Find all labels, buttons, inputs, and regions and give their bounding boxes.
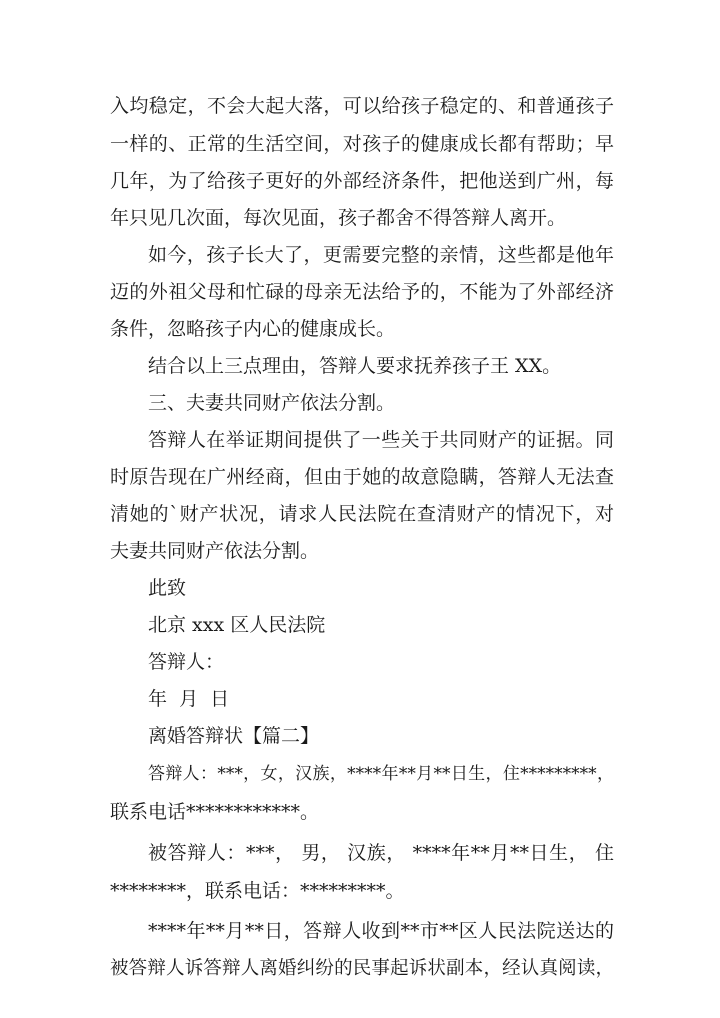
paragraph-line: 迈的外祖父母和忙碌的母亲无法给予的，不能为了外部经济: [110, 281, 614, 303]
paragraph-line: 时原告现在广州经商，但由于她的故意隐瞒，答辩人无法查: [110, 466, 614, 488]
paragraph-line: 答辩人：***，女，汉族，****年**月**日生，住*********，: [148, 764, 614, 784]
court-name: 北京 xxx 区人民法院: [148, 614, 326, 636]
paragraph-line: 一样的、正常的生活空间，对孩子的健康成长都有帮助；早: [110, 133, 614, 155]
section-heading: 三、夫妻共同财产依法分割。: [148, 392, 396, 414]
article-title: 离婚答辩状【篇二】: [148, 725, 320, 747]
paragraph-line: 夫妻共同财产依法分割。: [110, 540, 320, 562]
signature-label: 答辩人：: [148, 651, 225, 673]
paragraph-line: 年只见几次面，每次见面，孩子都舍不得答辩人离开。: [110, 207, 567, 229]
paragraph-line: 被答辩人诉答辩人离婚纠纷的民事起诉状副本，经认真阅读，: [110, 958, 614, 979]
paragraph-line: 如今，孩子长大了，更需要完整的亲情，这些都是他年: [148, 244, 614, 266]
paragraph-line: 条件，忽略孩子内心的健康成长。: [110, 318, 396, 340]
paragraph-line: 联系电话************。: [110, 801, 320, 823]
paragraph-line: 几年，为了给孩子更好的外部经济条件，把他送到广州，每: [110, 170, 614, 192]
paragraph-line: 结合以上三点理由，答辩人要求抚养孩子王 XX。: [148, 355, 562, 377]
paragraph-line: ****年**月**日，答辩人收到**市**区人民法院送达的: [148, 920, 614, 942]
paragraph-line: 被答辩人：***， 男， 汉族， ****年**月**日生， 住: [148, 842, 614, 864]
paragraph-line: 清她的`财产状况，请求人民法院在查清财产的情况下，对: [110, 503, 614, 525]
paragraph-line: 入均稳定，不会大起大落，可以给孩子稳定的、和普通孩子: [110, 95, 614, 117]
closing-salutation: 此致: [148, 577, 187, 599]
paragraph-line: ********，联系电话：*********。: [110, 880, 405, 902]
date-label: 年 月 日: [148, 688, 230, 710]
paragraph-line: 答辩人在举证期间提供了一些关于共同财产的证据。同: [148, 429, 614, 451]
